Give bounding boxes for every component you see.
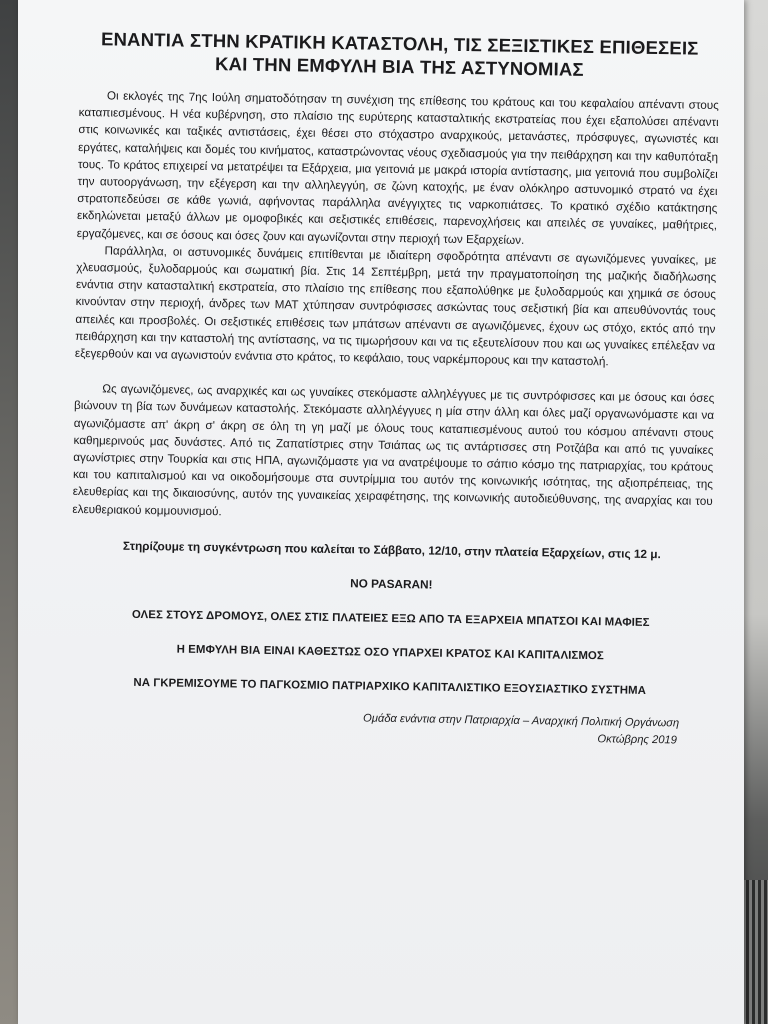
slogan-1: ΟΛΕΣ ΣΤΟΥΣ ΔΡΟΜΟΥΣ, ΟΛΕΣ ΣΤΙΣ ΠΛΑΤΕΙΕΣ ΕΞΩ ΑΠΟ ΤΑ ΕΞΑΡΧΕΙΑ ΜΠΑΤΣΟΙ ΚΑΙ ΜΑΦΙΕΣ <box>131 608 650 629</box>
body-paragraph-2: Παράλληλα, οι αστυνομικές δυνάμεις επιτίθενται με ιδιαίτερη σφοδρότητα απέναντι σε αγωνιζόμενες γυναίκες, με χλευασμούς, ξυλοδαρμούς και σωματική βία. Στις 14 Σεπτέμβρη, μετά την πραγματοποίηση της μαζικής διαδήλωσης ενάντια στην κατασταλτική εκστρατεία, στο πλαίσιο της επίθεσης που εξαπολύθηκε με ξυλοδαρμούς και χημικά σε όσους κινούνταν στην περιοχή, άνδρες των ΜΑΤ χτύπησαν συντρόφισσες ασκώντας τους σεξιστική βία και απευθύνοντάς τους απειλές και προσβολές. Οι σεξιστικές επιθέσεις των μπάτσων απέναντι σε αγωνιζόμενες, έχουν ως στόχο, εκτός από την πειθάρχηση και την καταστολή της αντίστασης, να τις τιμωρήσουν και να τις εξευτελίσουν που και ως γυναίκες επέλεξαν να εξεγερθούν και να αγωνιστούν ενάντια στο κράτος, το κεφάλαιο, τους ναρκέμπορους και την καταστολή. <box>74 244 717 369</box>
slogan-2: Η ΕΜΦΥΛΗ ΒΙΑ ΕΙΝΑΙ ΚΑΘΕΣΤΩΣ ΟΣΟ ΥΠΑΡΧΕΙ ΚΡΑΤΟΣ ΚΑΙ ΚΑΠΙΤΑΛΙΣΜΟΣ <box>176 643 604 663</box>
poster-body <box>72 87 719 528</box>
body-paragraph-1: Οι εκλογές της 7ης Ιούλη σηματοδότησαν τη συνέχιση της επίθεσης του κράτους και του κεφαλαίου απέναντι στους καταπιεσμένους. Η νέα κυβέρνηση, στο πλαίσιο της ευρύτερης κατασταλτικής εκστρατείας που έχει εξαπολύσει απέναντι στις κοινωνικές και ταξικές αντιστάσεις, έχει θέσει στο στόχαστρο αναρχικούς, μετανάστες, πρόσφυγες, αγωνιστές και εργάτες, καταλήψεις και δομές του κινήματος, καταστρώνοντας νέους σχεδιασμούς για την πειθάρχηση και την καθυπόταξη τους. Το κράτος επιχειρεί να μετατρέψει τα Εξάρχεια, μια γειτονιά με μακρά ιστορία αντίστασης, μια γειτονιά που συμβολίζει την αυτοοργάνωση, την εξέγερση και την αλληλεγγύη, σε ζώνη κατοχής, με έναν ολόκληρο αστυνομικό στρατό να έχει στρατοπεδεύσει σε κάθε γωνιά, αφήνοντας παράλληλα ανέγγιχτες τις ναρκοπιάτσες. Το κρατικό σχέδιο κατάκτησης εκδηλώνεται μεταξύ άλλων με ομοφοβικές και σεξιστικές επιθέσεις, παρενοχλήσεις και απειλές σε γυναίκες, μαθήτριες, εργαζόμενες, και σε όσους και όσες ζουν και αγωνίζονται στην περιοχή των Εξαρχείων. <box>76 89 719 247</box>
signature-date: Οκτώβρης 2019 <box>597 733 678 747</box>
poster-sheet <box>18 0 744 1024</box>
no-pasaran-slogan: NO PASARAN! <box>350 576 433 592</box>
slogan-3: ΝΑ ΓΚΡΕΜΙΣΟΥΜΕ ΤΟ ΠΑΓΚΟΣΜΙΟ ΠΑΤΡΙΑΡΧΙΚΟ ΚΑΠΙΤΑΛΙΣΤΙΚΟ ΕΞΟΥΣΙΑΣΤΙΚΟ ΣΥΣΤΗΜΑ <box>133 676 647 697</box>
signature-block <box>69 706 709 750</box>
poster-content <box>69 27 720 750</box>
rally-announcement: Στηρίζουμε τη συγκέντρωση που καλείται το Σάββατο, 12/10, στην πλατεία Εξαρχείων, στις 12 μ. <box>122 538 661 562</box>
poster-title-line-1: ΕΝΑΝΤΙΑ ΣΤΗΝ ΚΡΑΤΙΚΗ ΚΑΤΑΣΤΟΛΗ, ΤΙΣ ΣΕΞΙΣΤΙΚΕΣ ΕΠΙΘΕΣΕΙΣ <box>100 28 699 59</box>
body-paragraph-3: Ως αγωνιζόμενες, ως αναρχικές και ως γυναίκες στεκόμαστε αλληλέγγυες με τις συντρόφισσες και με όσους και όσες βιώνουν τη βία των δυνάμεων καταστολής. Στεκόμαστε αλληλέγγυες η μία στην άλλη και όλες μαζί οργανωνόμαστε και να αγωνιζόμαστε απ' άκρη σ' άκρη σε όλη τη γη μαζί με όλους τους καταπιεσμένους αυτού του κόσμου απέναντι στους καθημερινούς μας δυνάστες. Από τις Ζαπατίστριες στην Τσιάπας ως τις αντάρτισσες στη Ροτζάβα και από τις γυναίκες αγωνίστριες στην Τουρκία και στις ΗΠΑ, αγωνιζόμαστε για να ανατρέψουμε το σάπιο κόσμο της πατριαρχίας, του κράτους και του καπιταλισμού και να οικοδομήσουμε στα συντρίμμια του αυτόν της κοινωνικής ισότητας, της αξιοπρέπειας, της ελευθερίας και της δικαιοσύνης, αυτόν της γυναικείας χειραφέτησης, της κοινωνικής αυτοδιεύθυνσης, της αναρχίας και του ελευθεριακού κομμουνισμού. <box>72 382 715 518</box>
poster-title-line-2: ΚΑΙ ΤΗΝ ΕΜΦΥΛΗ ΒΙΑ ΤΗΣ ΑΣΤΥΝΟΜΙΑΣ <box>214 53 584 80</box>
signature-organization: Ομάδα ενάντια στην Πατριαρχία – Αναρχική Πολιτική Οργάνωση <box>362 712 680 730</box>
poster-title <box>79 27 720 83</box>
